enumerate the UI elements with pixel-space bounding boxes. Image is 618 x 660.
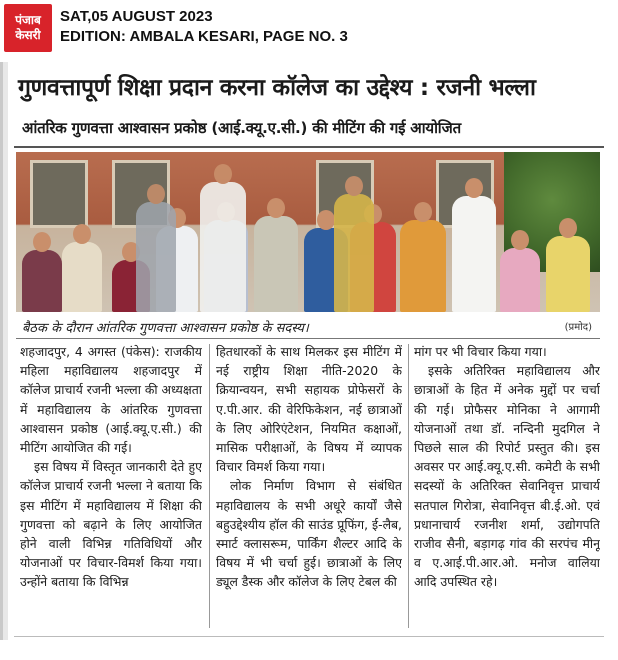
publication-date: SAT,05 AUGUST 2023 [60, 8, 213, 25]
photo-credit: (प्रमोद) [564, 322, 592, 333]
adjacent-clipping-edge [0, 62, 8, 640]
bottom-divider [14, 636, 604, 637]
column-separator [408, 344, 409, 628]
article-column-3 [414, 342, 600, 632]
paragraph: मांग पर भी विचार किया गया। [414, 344, 547, 359]
paragraph: लोक निर्माण विभाग से संबंधित महाविद्यालय के सभी अधूरे कार्यों जैसे बहुउद्देश्यीय हॉल की साउंड प्रूफिंग, ई-लैब, स्मार्ट क्लासरूम, पार्किंग शैल्टर आदि के विषय में भी चर्चा हुई। छात्राओं के लिए ड्यूल डैस्क और कॉलेज के लिए टेबल की [216, 478, 402, 590]
logo-line-1: पंजाब [15, 13, 41, 27]
photo-caption: बैठक के दौरान आंतरिक गुणवत्ता आश्वासन प्रकोष्ठ के सदस्य। [22, 321, 309, 336]
group-photo [16, 152, 600, 312]
article-column-1 [20, 342, 202, 632]
edition-info: EDITION: AMBALA KESARI, PAGE NO. 3 [60, 28, 348, 45]
paragraph: शहजादपुर, 4 अगस्त (पंकेस): राजकीय महिला महाविद्यालय शहजादपुर में कॉलेज प्राचार्य रजनी भल्ला की अध्यक्षता में महाविद्यालय के आंतरिक गुणवत्ता आश्वासन प्रकोष्ठ (आई.क्यू.ए.सी.) की मीटिंग आयोजित की गई। [20, 344, 202, 456]
logo-line-2: केसरी [15, 28, 41, 42]
paragraph: इसके अतिरिक्त महाविद्यालय और छात्राओं के हित में अनेक मुद्दों पर चर्चा की गई। प्रोफैसर मोनिका ने आगामी योजनाओं तथा डॉ. नन्दिनी मुदगिल ने पिछले साल की रिपोर्ट प्रस्तुत की। इस अवसर पर आई.क्यू.ए.सी. कमेटी के सभी सदस्यों के अतिरिक्त सेवानिवृत्त प्राचार्य सतपाल गिरोत्रा, सेवानिवृत्त बी.ई.ओ. एवं प्रधानाचार्य रजनीश शर्मा, उद्योगपति राजीव सैनी, बड़ागढ़ गांव की सरपंच मीनू व ए.आई.पी.आर.ओ. मनोज वालिया आदि उपस्थित रहे। [414, 363, 600, 590]
article-column-2 [216, 342, 402, 632]
headline-divider [14, 146, 604, 148]
article-headline: गुणवत्तापूर्ण शिक्षा प्रदान करना कॉलेज का उद्देश्य : रजनी भल्ला [18, 75, 536, 101]
column-separator [209, 344, 210, 628]
paragraph: इस विषय में विस्तृत जानकारी देते हुए कॉलेज प्राचार्य रजनी भल्ला ने बताया कि इस मीटिंग में महाविद्यालय में शिक्षा की गुणवत्ता को बढ़ाने के लिए आयोजित होने वाली विभिन्न गतिविधियों और योजनाओं पर विचार-विमर्श किया गया। उन्होंने बताया कि विभिन्न [20, 459, 202, 590]
paragraph: हितधारकों के साथ मिलकर इस मीटिंग में नई राष्ट्रीय शिक्षा नीति-2020 के क्रियान्वयन, सभी सहायक प्रोफेसरों के ए.पी.आर. की वेरिफिकेशन, नई छात्राओं के लिए ओरिएंटेशन, नियमित कक्षाओं, मासिक परीक्षाओं, के विषय में व्यापक विचार विमर्श किया गया। [216, 344, 402, 475]
article-subheadline: आंतरिक गुणवत्ता आश्वासन प्रकोष्ठ (आई.क्यू.ए.सी.) की मीटिंग की गई आयोजित [22, 119, 461, 137]
newspaper-logo [4, 4, 52, 52]
adjacent-article-edge [606, 145, 618, 635]
photo-caption-row [16, 316, 600, 339]
